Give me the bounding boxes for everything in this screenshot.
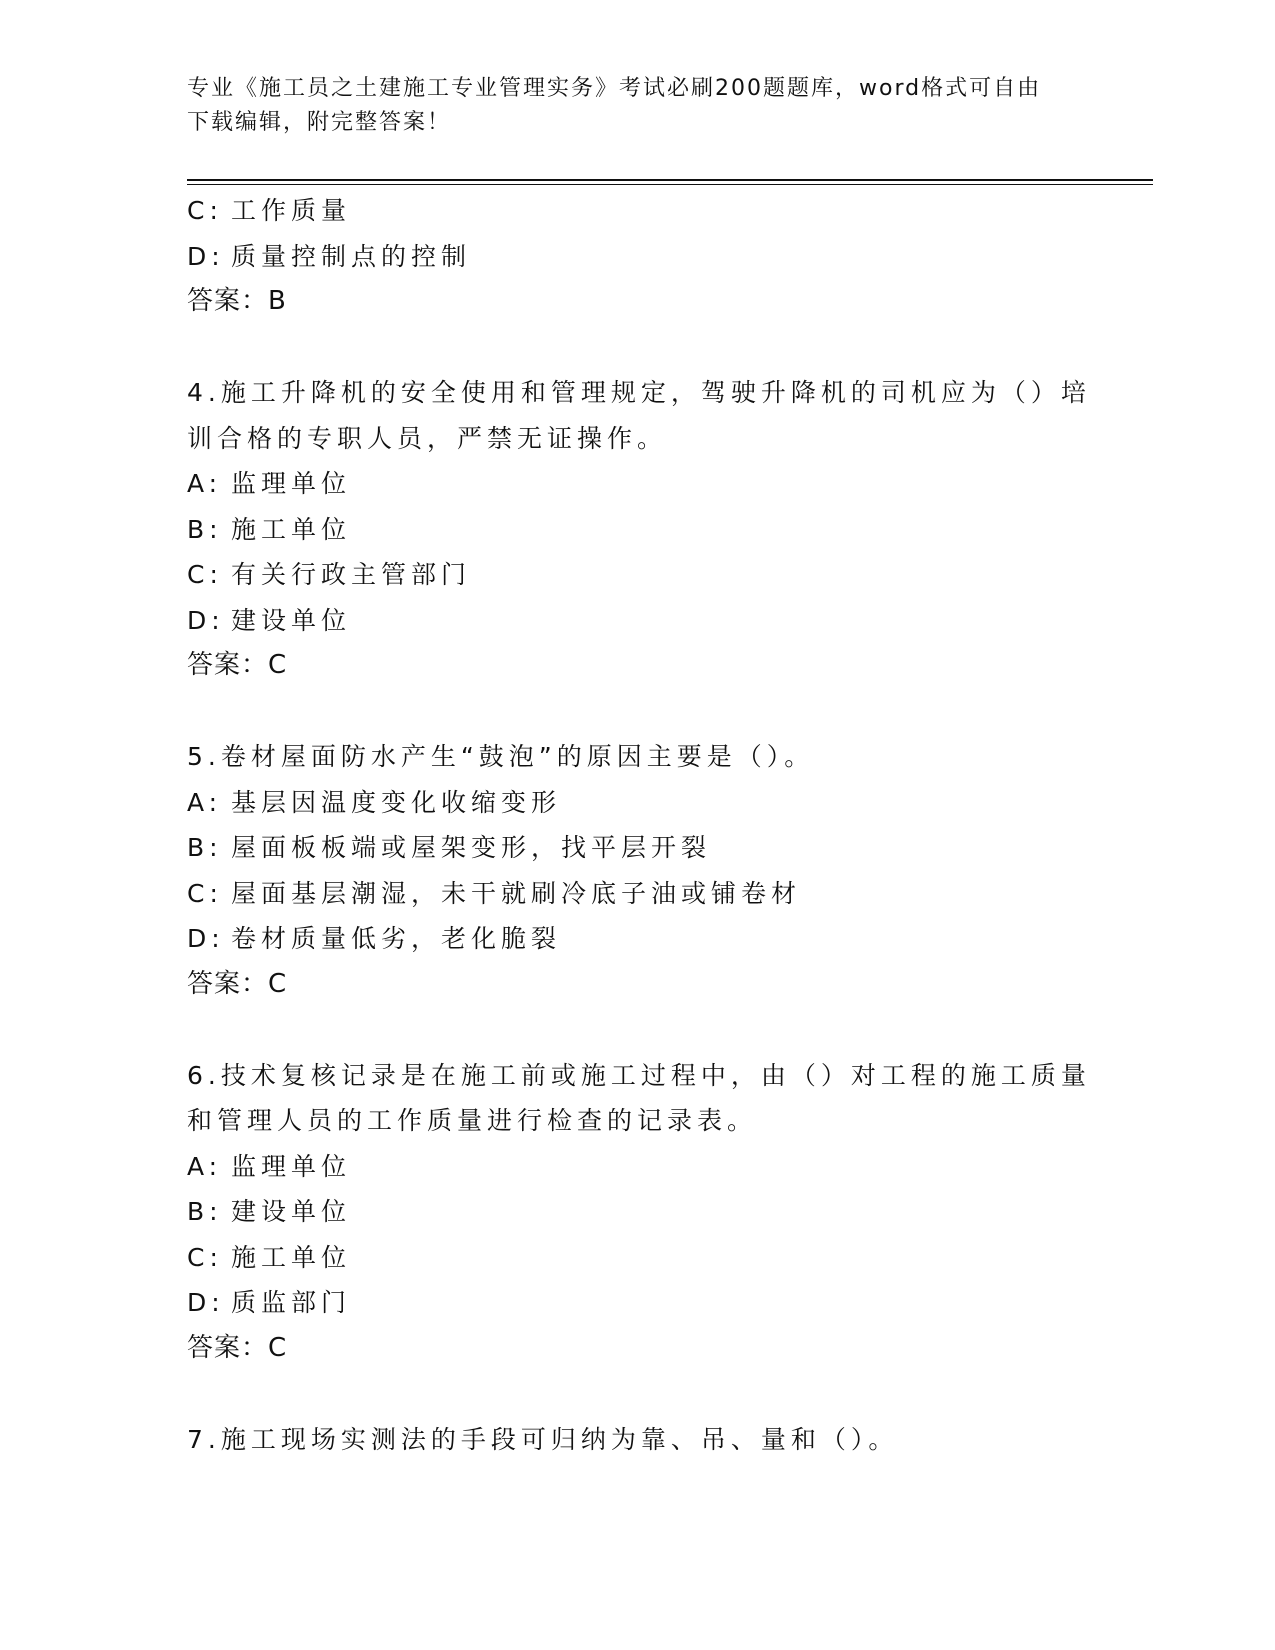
question-stem-line: 和管理人员的工作质量进行检查的记录表。 bbox=[187, 1106, 758, 1135]
answer-line: 答案：C bbox=[187, 1332, 288, 1363]
option-line bbox=[187, 780, 1087, 826]
option-text: 卷材质量低劣，老化脆裂 bbox=[231, 924, 562, 953]
page-header bbox=[187, 72, 1087, 140]
option-line bbox=[187, 552, 1087, 598]
option-line bbox=[187, 1189, 1087, 1235]
spacer bbox=[187, 689, 1087, 735]
option-label: C: bbox=[187, 196, 223, 225]
answer-line: 答案：C bbox=[187, 968, 288, 999]
option-line bbox=[187, 871, 1087, 917]
option-label: B: bbox=[187, 1197, 223, 1226]
answer-line: 答案：C bbox=[187, 650, 288, 680]
option-label: D: bbox=[187, 605, 225, 635]
spacer bbox=[187, 1007, 1087, 1053]
spacer bbox=[187, 325, 1087, 371]
option-text: 有关行政主管部门 bbox=[231, 560, 472, 589]
header-rule-thin bbox=[187, 184, 1153, 185]
option-text: 监理单位 bbox=[231, 1151, 352, 1181]
option-label: D: bbox=[187, 1288, 225, 1317]
question-content bbox=[187, 188, 1091, 1462]
header-rule-thick bbox=[187, 179, 1153, 181]
option-line bbox=[187, 825, 1087, 871]
option-text: 质量控制点的控制 bbox=[231, 241, 472, 271]
header-title-line-1: 专业《施工员之土建施工专业管理实务》考试必刷200题题库，word格式可自由 bbox=[187, 76, 1042, 101]
option-label: B: bbox=[187, 833, 223, 862]
option-label: D: bbox=[187, 924, 225, 953]
question-stem-line: 4.施工升降机的安全使用和管理规定，驾驶升降机的司机应为（）培 bbox=[187, 378, 1091, 407]
option-line bbox=[187, 598, 1087, 644]
option-label: B: bbox=[187, 514, 223, 544]
option-text: 屋面板板端或屋架变形，找平层开裂 bbox=[231, 833, 712, 862]
option-label: C: bbox=[187, 560, 223, 589]
answer-line: 答案：B bbox=[187, 286, 287, 316]
option-text: 屋面基层潮湿，未干就刷冷底子油或铺卷材 bbox=[231, 878, 802, 908]
option-line bbox=[187, 1235, 1087, 1281]
option-label: C: bbox=[187, 1242, 223, 1272]
option-line bbox=[187, 1280, 1087, 1326]
option-text: 基层因温度变化收缩变形 bbox=[231, 787, 562, 817]
question-stem-line: 6.技术复核记录是在施工前或施工过程中，由（）对工程的施工质量 bbox=[187, 1060, 1091, 1090]
question-stem-line: 5.卷材屋面防水产生“鼓泡”的原因主要是（）。 bbox=[187, 742, 815, 771]
option-label: A: bbox=[187, 787, 223, 817]
option-line bbox=[187, 916, 1087, 962]
option-label: A: bbox=[187, 469, 223, 498]
question-stem-line: 7.施工现场实测法的手段可归纳为靠、吊、量和（）。 bbox=[187, 1424, 899, 1454]
question-stem-line: 训合格的专职人员，严禁无证操作。 bbox=[187, 423, 668, 453]
option-text: 施工单位 bbox=[231, 1242, 352, 1272]
option-label: D: bbox=[187, 241, 225, 271]
option-line bbox=[187, 461, 1087, 507]
option-line bbox=[187, 234, 1087, 280]
option-text: 工作质量 bbox=[231, 196, 352, 225]
option-text: 建设单位 bbox=[231, 605, 352, 635]
header-title-line-2: 下载编辑，附完整答案！ bbox=[187, 110, 452, 135]
option-text: 施工单位 bbox=[231, 514, 352, 544]
option-line bbox=[187, 1144, 1087, 1190]
option-text: 监理单位 bbox=[231, 469, 352, 498]
option-text: 质监部门 bbox=[231, 1288, 352, 1317]
option-label: C: bbox=[187, 878, 223, 908]
option-line bbox=[187, 188, 1087, 234]
option-label: A: bbox=[187, 1151, 223, 1181]
option-line bbox=[187, 507, 1087, 553]
option-text: 建设单位 bbox=[231, 1197, 352, 1226]
spacer bbox=[187, 1371, 1087, 1417]
